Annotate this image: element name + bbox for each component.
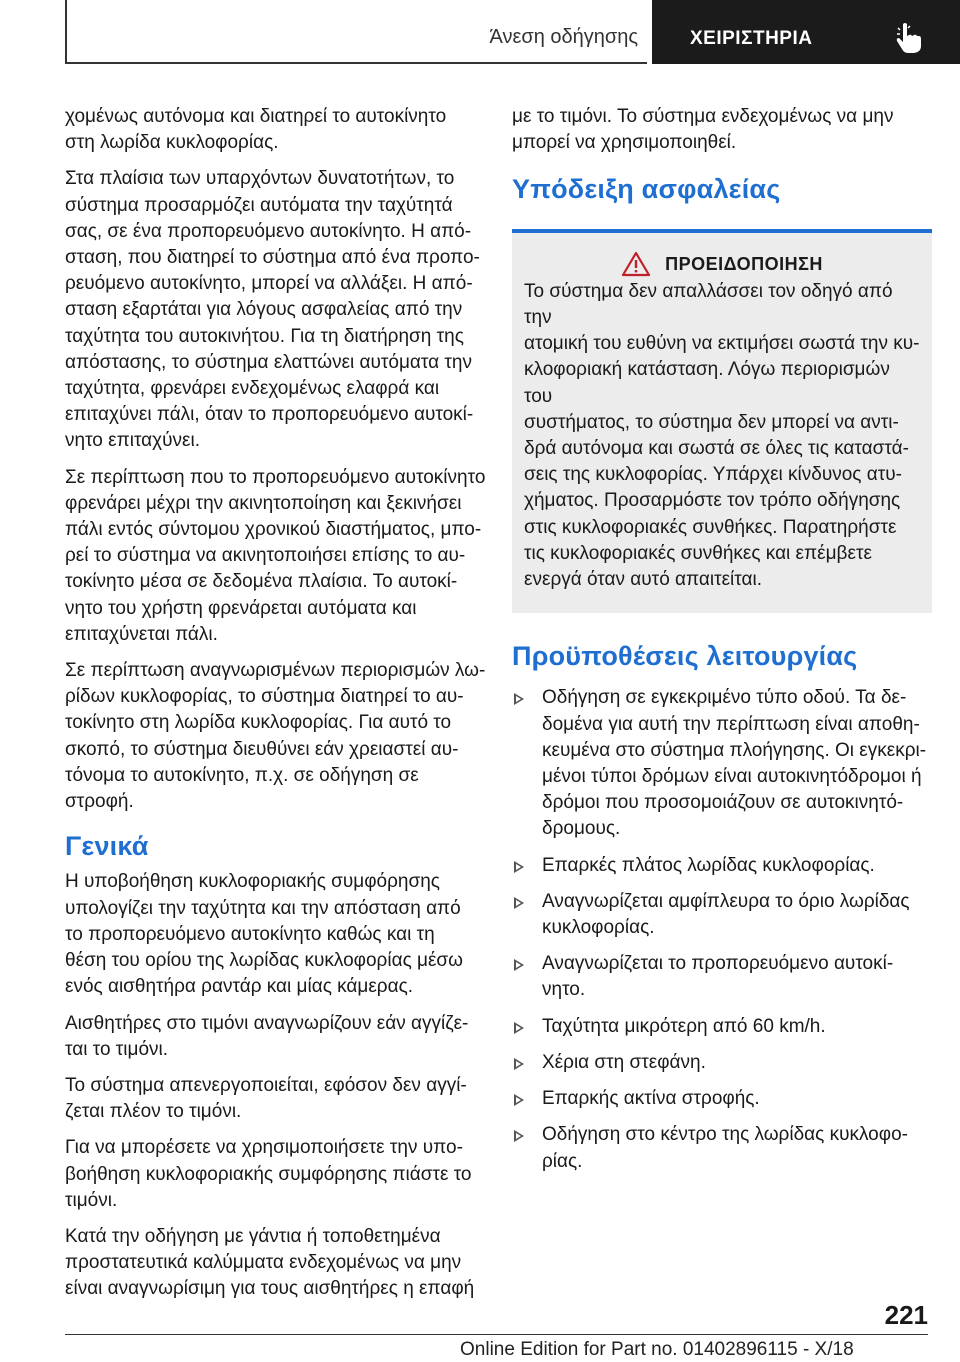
list-item: Χέρια στη στεφάνη. xyxy=(512,1050,932,1076)
warning-text: Το σύστημα δεν απαλλάσσει τον οδηγό από την ατομική του ευθύνη να εκτιμήσει σωστά την κυ- κλοφοριακή κατάσταση. Λόγω περιορισμών του συστήματος, το σύστημα δεν μπορεί να αντι- δρά αυτόνομα και σωστά σε όλες τις καταστά- σεις της κυκλοφορίας. Υπάρχει κίνδυνος ατυ- χήματος. Προσαρμόστε τον τρόπο οδήγησης στις κυκλοφοριακές συνθήκες. Παρατηρήστε τις κυκλοφοριακές συνθήκες και επέμβετε ενεργά όταν αυτό απαιτείται. xyxy=(524,280,920,591)
paragraph: Στα πλαίσια των υπαρχόντων δυνατοτήτων, το σύστημα προσαρμόζει αυτόματα την ταχύτητά σας, σε ένα προπορευόμενο αυτοκίνητο. Η από- σταση, που διατηρεί το σύστημα από ένα προπο- ρευόμενο αυτοκίνητο, μπορεί να αλλάξει. Η από- σταση εξαρτάται για λόγους ασφαλείας από την ταχύτητα του αυτοκινήτου. Για τη διατήρηση της απόστασης, το σύστημα ελαττώνει αυτόματα την ταχύτητα, φρενάρει ενδεχομένως ελαφρά και επιταχύνει πάλι, όταν το προπορευόμενο αυτοκί- νητο επιταχύνει. xyxy=(65,168,480,452)
section-heading-general: Γενικά xyxy=(65,831,149,862)
bullet-triangle-icon xyxy=(514,1094,524,1106)
page-number: 221 xyxy=(884,1300,928,1330)
bullet-triangle-icon xyxy=(514,959,524,971)
right-column xyxy=(512,104,932,1185)
paragraph: χομένως αυτόνομα και διατηρεί το αυτοκίνητο στη λωρίδα κυκλοφορίας. xyxy=(65,106,447,154)
list-item: Οδήγηση σε εγκεκριμένο τύπο οδού. Τα δε- δομένα για αυτή την περίπτωση είναι αποθη- κευμένα στο σύστημα πλοήγησης. Οι εγκεκρι- μένοι τύποι δρόμων είναι αυτοκινητόδρομοι ή δρόμοι που προσομοιάζουν σε αυτοκινητό- δρομους. xyxy=(512,685,932,842)
list-item: Επαρκές πλάτος λωρίδας κυκλοφορίας. xyxy=(512,853,932,879)
bullet-triangle-icon xyxy=(514,1130,524,1142)
paragraph: Το σύστημα απενεργοποιείται, εφόσον δεν αγγί- ζεται πλέον το τιμόνι. xyxy=(65,1074,467,1123)
section-heading-requirements: Προϋποθέσεις λειτουργίας xyxy=(512,641,858,672)
header-section-title: Άνεση οδήγησης xyxy=(489,26,638,48)
header-chapter-title: ΧΕΙΡΙΣΤΗΡΙΑ xyxy=(690,28,813,49)
footer-edition: Online Edition for Part no. 01402896115 - X/18 xyxy=(460,1339,854,1360)
paragraph: Σε περίπτωση που το προπορευόμενο αυτοκίνητο φρενάρει μέχρι την ακινητοποίηση και ξεκινήσει πάλι εντός σύντομου χρονικού διαστήματος, μπο- ρεί το σύστημα να ακινητοποιήσει επίσης το αυ- τοκίνητο μέσα σε δεδομένα πλαίσια. Το αυτοκί- νητο του χρήστη φρενάρεται αυτόματα και επιταχύνεται πάλι. xyxy=(65,466,486,645)
header-rule-bottom xyxy=(65,62,647,64)
warning-box xyxy=(512,233,932,614)
bullet-triangle-icon xyxy=(514,1022,524,1034)
left-column xyxy=(65,104,487,1313)
requirements-list xyxy=(512,685,932,1174)
list-item: Ταχύτητα μικρότερη από 60 km/h. xyxy=(512,1014,932,1040)
warning-title: ΠΡΟΕΙΔΟΠΟΙΗΣΗ xyxy=(665,253,823,274)
warning-triangle-icon xyxy=(621,251,651,277)
header-rule-left xyxy=(65,0,67,64)
footer-rule xyxy=(65,1334,928,1335)
paragraph: Κατά την οδήγηση με γάντια ή τοποθετημένα προστατευτικά καλύμματα ενδεχομένως να μην είναι αναγνωρίσιμη για τους αισθητήρες η επαφή xyxy=(65,1225,475,1300)
list-item: Οδήγηση στο κέντρο της λωρίδας κυκλοφο- ρίας. xyxy=(512,1122,932,1174)
bullet-triangle-icon xyxy=(514,861,524,873)
warning-header xyxy=(524,251,920,277)
bullet-triangle-icon xyxy=(514,693,524,705)
section-heading-safety: Υπόδειξη ασφαλείας xyxy=(512,174,781,205)
paragraph: Αισθητήρες στο τιμόνι αναγνωρίζουν εάν αγγίζε- ται το τιμόνι. xyxy=(65,1012,469,1060)
hand-pointer-icon xyxy=(894,22,924,54)
paragraph: Για να μπορέσετε να χρησιμοποιήσετε την υπο- βοήθηση κυκλοφοριακής συμφόρησης πιάστε το τιμόνι. xyxy=(65,1137,472,1211)
paragraph: με το τιμόνι. Το σύστημα ενδεχομένως να μην μπορεί να χρησιμοποιηθεί. xyxy=(512,106,894,154)
paragraph: Σε περίπτωση αναγνωρισμένων περιορισμών λω- ρίδων κυκλοφορίας, το σύστημα διατηρεί το αυ- τοκίνητο στη λωρίδα κυκλοφορίας. Για αυτό το σκοπό, το σύστημα διευθύνει εάν χρειαστεί αυ- τόνομα το αυτοκίνητο, π.χ. σε οδήγηση σε στροφή. xyxy=(65,660,486,813)
bullet-triangle-icon xyxy=(514,1058,524,1070)
bullet-triangle-icon xyxy=(514,897,524,909)
list-item: Επαρκής ακτίνα στροφής. xyxy=(512,1086,932,1112)
paragraph: Η υποβοήθηση κυκλοφοριακής συμφόρησης υπολογίζει την ταχύτητα και την απόσταση από το προπορευόμενο αυτοκίνητο καθώς και τη θέση του ορίου της λωρίδας κυκλοφορίας μέσω ενός αισθητήρα ραντάρ και μίας κάμερας. xyxy=(65,871,463,998)
list-item: Αναγνωρίζεται το προπορευόμενο αυτοκί- νητο. xyxy=(512,951,932,1003)
list-item: Αναγνωρίζεται αμφίπλευρα το όριο λωρίδας κυκλοφορίας. xyxy=(512,889,932,941)
